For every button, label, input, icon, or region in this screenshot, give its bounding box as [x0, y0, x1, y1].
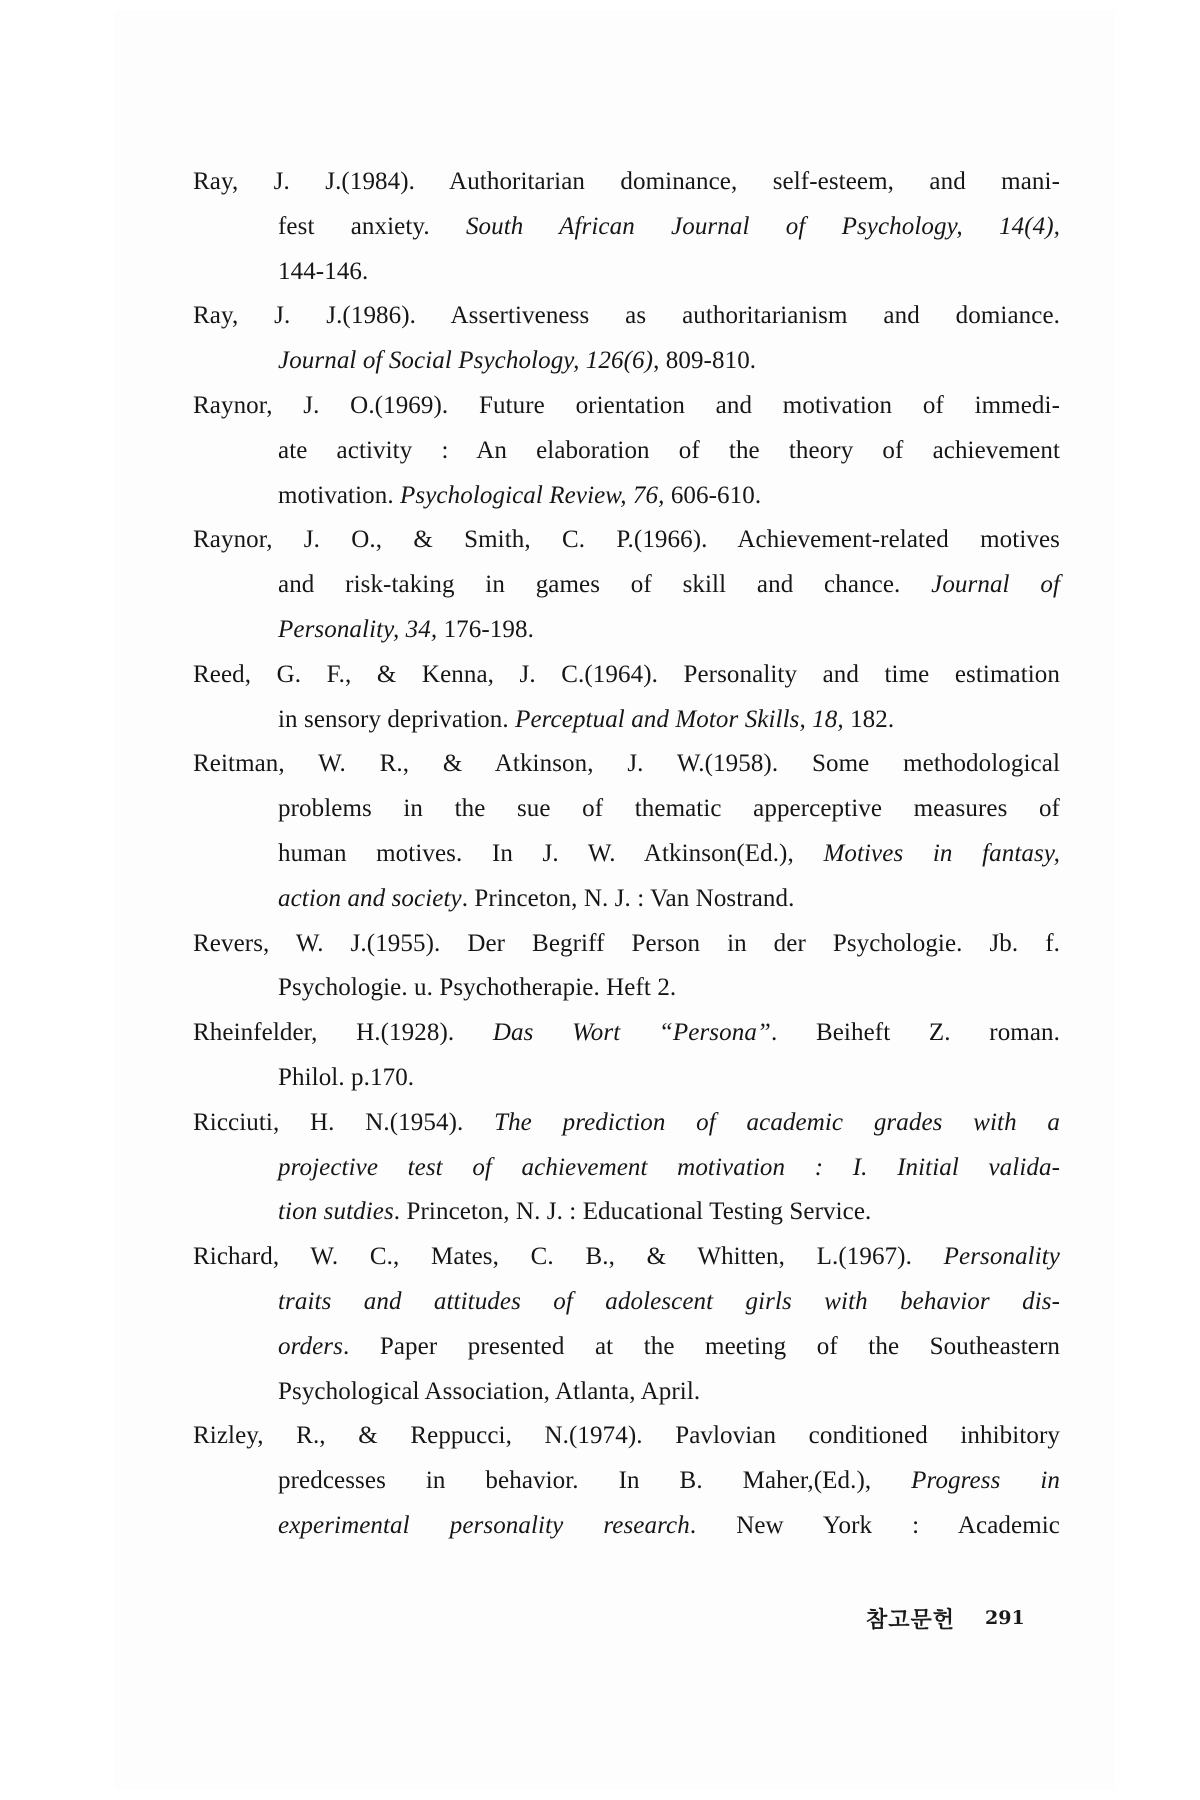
reference-first-line — [193, 1235, 1060, 1280]
reference-entry — [193, 294, 1060, 384]
reference-text: Psychological Association, Atlanta, April. — [278, 1377, 701, 1405]
reference-text: Ricciuti, H. N.(1954). — [193, 1108, 495, 1136]
reference-continuation-line — [193, 1370, 1060, 1415]
reference-first-line — [193, 1101, 1060, 1146]
italic-title-text: projective test of achievement motivation : I. Initial valida- — [278, 1153, 1060, 1181]
italic-title-text: Motives in fantasy, — [823, 839, 1060, 867]
reference-text: human motives. In J. W. Atkinson(Ed.), — [278, 839, 824, 867]
reference-continuation-line — [193, 1146, 1060, 1191]
reference-entry — [193, 742, 1060, 921]
reference-continuation-line — [193, 966, 1060, 1011]
reference-entry — [193, 922, 1060, 1012]
reference-text: . Paper presented at the meeting of the Southeastern — [342, 1332, 1060, 1360]
reference-first-line — [193, 653, 1060, 698]
reference-continuation-line — [193, 563, 1060, 608]
reference-text: problems in the sue of thematic apperceptive measures of — [278, 795, 1060, 823]
reference-text: Raynor, J. O.(1969). Future orientation and motivation of immedi- — [193, 391, 1060, 419]
reference-text: Rheinfelder, H.(1928). — [193, 1019, 493, 1047]
reference-continuation-line — [193, 787, 1060, 832]
italic-title-text: Personality, 34, — [278, 615, 438, 643]
reference-list — [193, 160, 1060, 1549]
reference-text: Raynor, J. O., & Smith, C. P.(1966). Achievement-related motives — [193, 526, 1060, 554]
reference-text: . New York : Academic — [689, 1511, 1060, 1539]
reference-text: Reed, G. F., & Kenna, J. C.(1964). Personality and time estimation — [193, 660, 1060, 688]
reference-first-line — [193, 742, 1060, 787]
reference-text: and risk-taking in games of skill and chance. — [278, 571, 932, 599]
italic-title-text: Psychological Review, 76, — [400, 481, 665, 509]
reference-entry — [193, 1101, 1060, 1235]
reference-entry — [193, 518, 1060, 652]
reference-text: fest anxiety. — [278, 212, 466, 240]
reference-text: motivation. — [278, 481, 401, 509]
italic-title-text: Perceptual and Motor Skills, 18, — [515, 705, 844, 733]
reference-continuation-line — [193, 205, 1060, 250]
reference-text: Philol. p.170. — [278, 1063, 415, 1091]
reference-text: predcesses in behavior. In B. Maher,(Ed.), — [278, 1467, 912, 1495]
reference-text: 176-198. — [437, 615, 534, 643]
reference-continuation-line — [193, 1190, 1060, 1235]
reference-text: , 809-810. — [653, 347, 757, 375]
reference-continuation-line — [193, 339, 1060, 384]
reference-entry — [193, 384, 1060, 518]
reference-text: 144-146. — [278, 257, 369, 285]
reference-entry — [193, 1414, 1060, 1548]
reference-entry — [193, 1235, 1060, 1414]
italic-title-text: orders — [278, 1332, 343, 1360]
page-number: 291 — [985, 1607, 1025, 1629]
reference-text: Rizley, R., & Reppucci, N.(1974). Pavlovian conditioned inhibitory — [193, 1422, 1060, 1450]
italic-title-text: tion sutdies — [278, 1198, 394, 1226]
reference-first-line — [193, 160, 1060, 205]
reference-first-line — [193, 1414, 1060, 1459]
reference-text: . Princeton, N. J. : Van Nostrand. — [461, 884, 795, 912]
reference-first-line — [193, 922, 1060, 967]
italic-title-text: action and society — [278, 884, 462, 912]
reference-first-line — [193, 518, 1060, 563]
reference-continuation-line — [193, 1325, 1060, 1370]
reference-first-line — [193, 294, 1060, 339]
italic-title-text: Personality — [943, 1243, 1060, 1271]
reference-continuation-line — [193, 1280, 1060, 1325]
reference-continuation-line — [193, 698, 1060, 743]
italic-title-text: Journal of Social Psychology, 126(6) — [278, 347, 654, 375]
reference-text: Ray, J. J.(1984). Authoritarian dominance, self-esteem, and mani- — [193, 168, 1060, 195]
reference-text: ate activity : An elaboration of the theory of achievement — [278, 436, 1060, 464]
reference-continuation-line — [193, 832, 1060, 877]
reference-continuation-line — [193, 608, 1060, 653]
reference-text: Psychologie. u. Psychotherapie. Heft 2. — [278, 974, 677, 1002]
reference-text: Revers, W. J.(1955). Der Begriff Person in der Psychologie. Jb. f. — [193, 929, 1060, 957]
reference-continuation-line — [193, 1056, 1060, 1101]
running-head: 참고문헌 — [866, 1607, 956, 1633]
italic-title-text: experimental personality research — [278, 1511, 690, 1539]
reference-continuation-line — [193, 474, 1060, 519]
reference-text: Ray, J. J.(1986). Assertiveness as authoritarianism and domiance. — [193, 302, 1060, 330]
reference-continuation-line — [193, 1459, 1060, 1504]
italic-title-text: South African Journal of Psychology, 14(4), — [465, 212, 1060, 240]
reference-text: Richard, W. C., Mates, C. B., & Whitten, L.(1967). — [193, 1243, 944, 1271]
reference-text: Reitman, W. R., & Atkinson, J. W.(1958). Some methodological — [193, 750, 1060, 778]
page-footer — [866, 1600, 1025, 1636]
reference-continuation-line — [193, 877, 1060, 922]
reference-text: . Beiheft Z. roman. — [770, 1019, 1060, 1047]
italic-title-text: Das Wort “Persona” — [492, 1019, 771, 1047]
reference-entry — [193, 653, 1060, 743]
reference-text: . Princeton, N. J. : Educational Testing Service. — [393, 1198, 872, 1226]
reference-continuation-line — [193, 1504, 1060, 1549]
italic-title-text: Progress in — [911, 1467, 1060, 1495]
reference-text: 182. — [843, 705, 895, 733]
italic-title-text: Journal of — [931, 571, 1060, 599]
reference-entry — [193, 160, 1060, 294]
reference-continuation-line — [193, 429, 1060, 474]
reference-first-line — [193, 384, 1060, 429]
italic-title-text: The prediction of academic grades with a — [494, 1108, 1060, 1136]
reference-text: in sensory deprivation. — [278, 705, 516, 733]
italic-title-text: traits and attitudes of adolescent girls with behavior dis- — [278, 1287, 1060, 1315]
reference-text: 606-610. — [664, 481, 762, 509]
reference-continuation-line — [193, 250, 1060, 295]
reference-first-line — [193, 1011, 1060, 1056]
reference-entry — [193, 1011, 1060, 1101]
